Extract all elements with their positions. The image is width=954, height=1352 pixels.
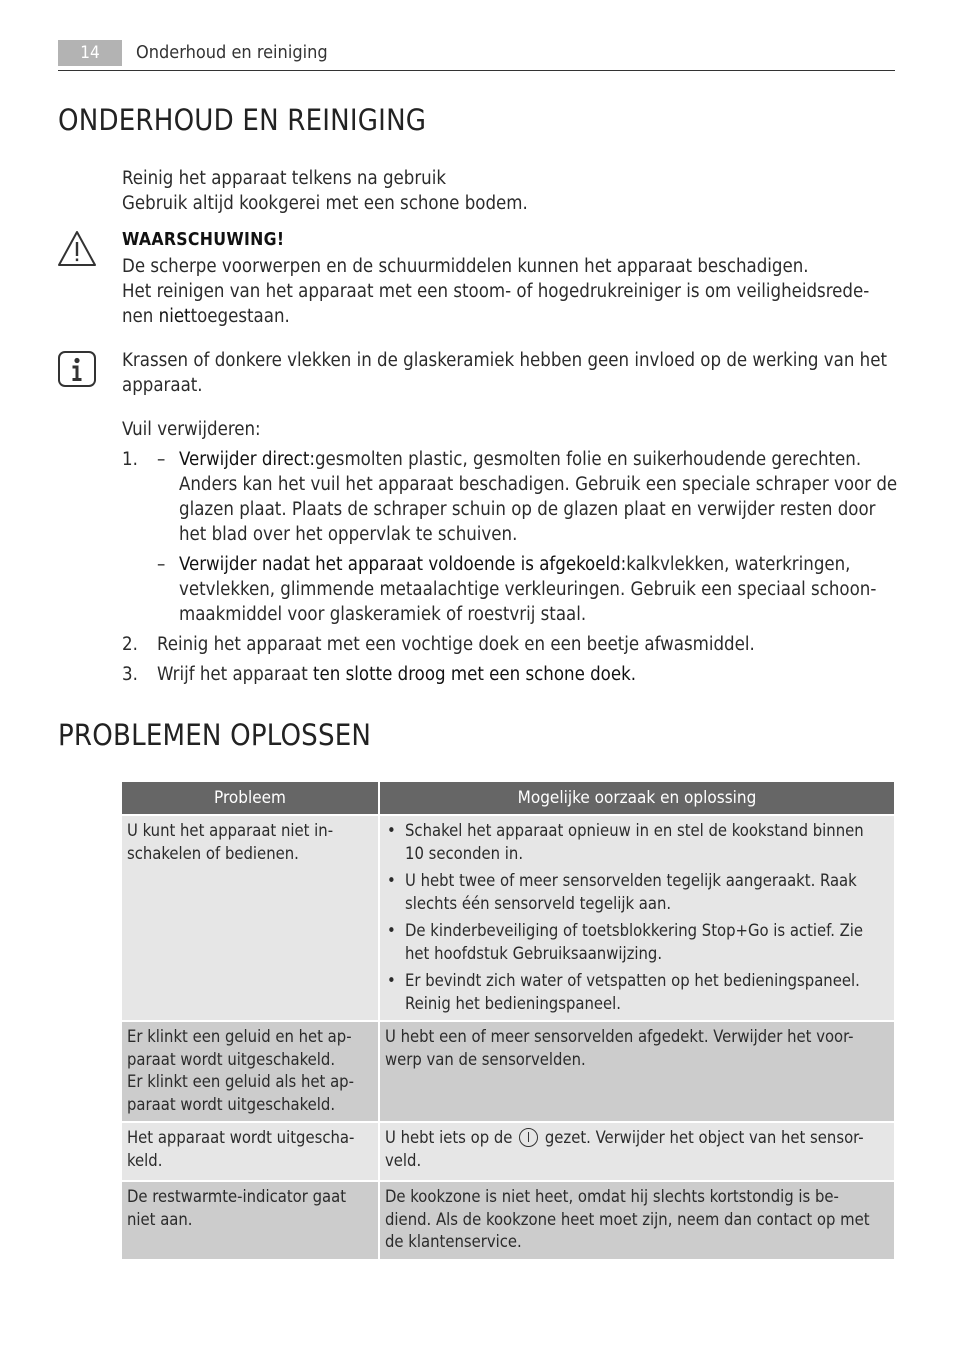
row-4-solution-line-2: diend. Als de kookzone heet moet zijn, neem dan contact op met <box>385 1209 870 1229</box>
dirt-heading: Vuil verwijderen: <box>122 419 261 440</box>
page-number: 14 <box>58 40 122 66</box>
row-4-solution-line-1: De kookzone is niet heet, omdat hij slechts kortstondig is be- <box>385 1187 839 1206</box>
row-4-solution-line-3: de klantenservice. <box>385 1232 522 1251</box>
solution-bullet: • U hebt twee of meer sensorvelden tegelijk aangeraakt. Raak slechts één sensorveld tegelijk aan. <box>385 870 889 915</box>
step-1-dash: – <box>157 449 166 470</box>
table-row-1-problem <box>122 816 378 1020</box>
intro-line-1: Reinig het apparaat telkens na gebruik <box>122 168 446 189</box>
step-2-text: Reinig het apparaat met een vochtige doek en een beetje afwasmiddel. <box>157 634 755 655</box>
table-row-4-solution <box>380 1182 894 1259</box>
table-row-3-solution <box>380 1123 894 1180</box>
section-title-troubleshooting: PROBLEMEN OPLOSSEN <box>58 718 372 752</box>
row-2-solution-line-2: werp van de sensorvelden. <box>385 1049 586 1069</box>
info-line-2: apparaat. <box>122 375 203 396</box>
running-title: Onderhoud en reiniging <box>136 42 328 63</box>
step-1b-line-2: vetvlekken, glimmende metaalachtige verkleuringen. Gebruik een speciaal schoon- <box>179 579 877 600</box>
row-3-problem-line-1: Het apparaat wordt uitgescha- <box>127 1128 355 1147</box>
warning-line-3: nen niettoegestaan. <box>122 306 290 327</box>
info-line-1: Krassen of donkere vlekken in de glaskeramiek hebben geen invloed op de werking van het <box>122 350 887 371</box>
row-1-problem-line-2: schakelen of bedienen. <box>127 843 299 863</box>
step-1b-line-1: Verwijder nadat het apparaat voldoende is afgekoeld:kalkvlekken, waterkringen, <box>179 554 851 575</box>
warning-triangle-icon <box>57 230 97 268</box>
step-2-number: 2. <box>122 634 138 655</box>
row-2-problem-line-3: Er klinkt een geluid als het ap- <box>127 1072 354 1091</box>
warning-line-1: De scherpe voorwerpen en de schuurmiddelen kunnen het apparaat beschadigen. <box>122 256 809 277</box>
warning-title: WAARSCHUWING! <box>122 230 285 250</box>
row-2-solution-line-1: U hebt een of meer sensorvelden afgedekt. Verwijder het voor- <box>385 1027 854 1046</box>
step-1-number: 1. <box>122 449 138 470</box>
row-2-problem-line-2: paraat wordt uitgeschakeld. <box>127 1049 336 1069</box>
table-header-problem: Probleem <box>122 782 378 814</box>
step-3-text: Wrijf het apparaat ten slotte droog met een schone doek. <box>157 664 637 685</box>
section-title-maintenance: ONDERHOUD EN REINIGING <box>58 103 427 137</box>
row-3-solution-line-1: U hebt iets op de gezet. Verwijder het object van het sensor- <box>385 1128 864 1147</box>
step-1b-line-3: maakmiddel voor glaskeramiek of roestvrij staal. <box>179 604 587 625</box>
row-3-problem-line-2: keld. <box>127 1150 163 1170</box>
row-4-problem-line-1: De restwarmte-indicator gaat <box>127 1187 347 1206</box>
row-1-problem-line-1: U kunt het apparaat niet in- <box>127 821 334 840</box>
intro-line-2: Gebruik altijd kookgerei met een schone bodem. <box>122 193 528 214</box>
table-row-2-solution <box>380 1022 894 1121</box>
info-icon <box>57 350 97 388</box>
header-rule <box>58 70 895 71</box>
power-icon <box>519 1128 538 1147</box>
table-row-4-problem <box>122 1182 378 1259</box>
table-header-solution: Mogelijke oorzaak en oplossing <box>380 782 894 814</box>
solution-bullet: • Schakel het apparaat opnieuw in en stel de kookstand binnen 10 seconden in. <box>385 820 889 865</box>
row-4-problem-line-2: niet aan. <box>127 1209 193 1229</box>
row-3-solution-line-2: veld. <box>385 1150 422 1170</box>
step-1a-line-3: glazen plaat. Plaats de schraper schuin op de glazen plaat en verwijder resten door <box>179 499 876 520</box>
solution-bullet: • De kinderbeveiliging of toetsblokkering Stop+Go is actief. Zie het hoofdstuk Gebruiksaanwijzing. <box>385 920 889 965</box>
step-3-number: 3. <box>122 664 138 685</box>
row-2-problem-line-4: paraat wordt uitgeschakeld. <box>127 1094 336 1114</box>
step-1a-line-4: het blad over het oppervlak te schuiven. <box>179 524 518 545</box>
table-row-2-problem <box>122 1022 378 1121</box>
table-row-1-solution <box>380 816 894 1020</box>
table-row-3-problem <box>122 1123 378 1180</box>
warning-line-2: Het reinigen van het apparaat met een stoom- of hogedrukreiniger is om veiligheidsrede- <box>122 281 870 302</box>
step-1a-line-1: Verwijder direct:gesmolten plastic, gesmolten folie en suikerhoudende gerechten. <box>179 449 862 470</box>
row-2-problem-line-1: Er klinkt een geluid en het ap- <box>127 1027 352 1046</box>
step-1b-dash: – <box>157 554 166 575</box>
step-1a-line-2: Anders kan het vuil het apparaat beschadigen. Gebruik een speciale schraper voor de <box>179 474 898 495</box>
solution-bullet: • Er bevindt zich water of vetspatten op het bedieningspaneel. Reinig het bedieningspaneel. <box>385 970 889 1015</box>
